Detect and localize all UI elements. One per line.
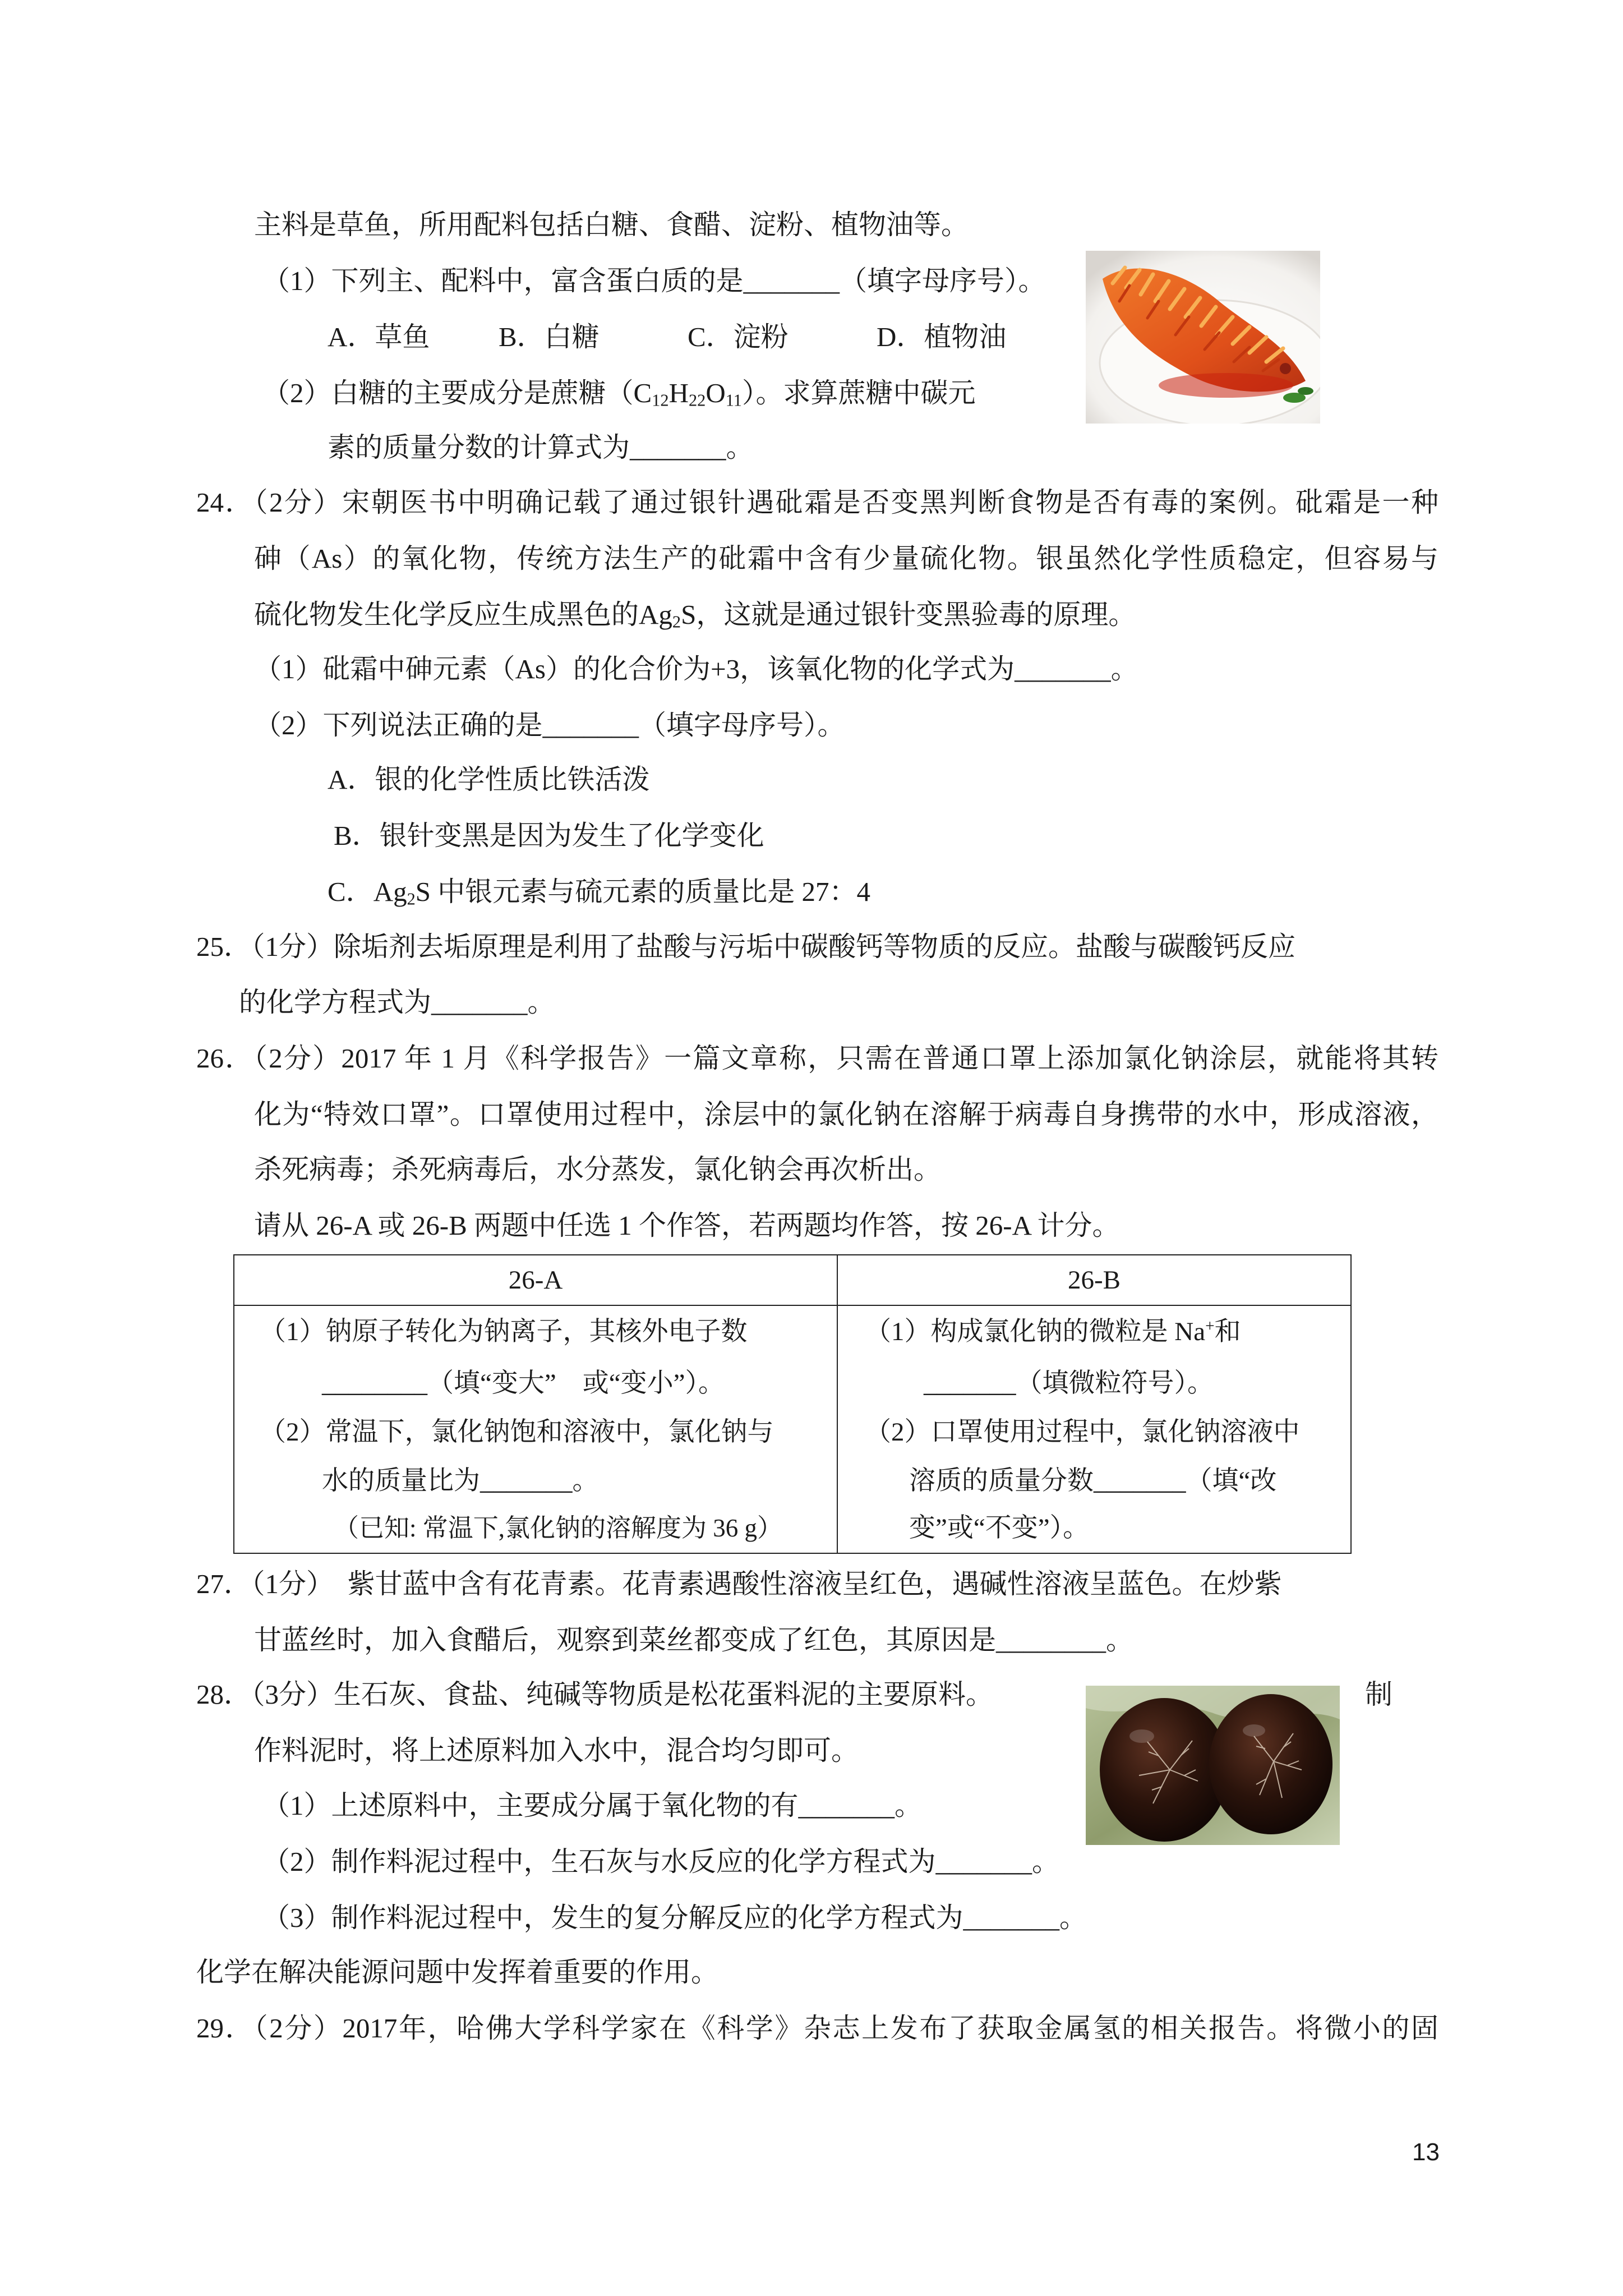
- q28-part3: （3）制作料泥过程中，发生的复分解反应的化学方程式为_______。: [262, 1902, 1087, 1933]
- q23-option-b: B．白糖: [499, 321, 600, 352]
- q23-part2-line1: [262, 376, 976, 410]
- q24-stem3-pre: 硫化物发生化学反应生成黑色的: [254, 599, 639, 630]
- formula-subscript: 22: [688, 390, 706, 410]
- q26-stem-line3: 杀死病毒；杀死病毒后，水分蒸发，氯化钠会再次析出。: [254, 1154, 942, 1185]
- q24-option-c-text: 中银元素与硫元素的质量比是 27：4: [431, 876, 871, 907]
- q23-option-a: A．草鱼: [328, 321, 430, 352]
- section-note: 化学在解决能源问题中发挥着重要的作用。: [196, 1957, 719, 1987]
- q26a-line3: （2）常温下，氯化钠饱和溶液中，氯化钠与: [260, 1418, 774, 1447]
- q24-stem-line3: [254, 598, 1136, 632]
- formula-element: C: [633, 378, 652, 408]
- q28-line2: 作料泥时，将上述原料加入水中，混合均匀即可。: [254, 1735, 859, 1766]
- q24-stem3-post: ，这就是通过银针变黑验毒的原理。: [696, 599, 1136, 630]
- q23-part2-post: ）。求算蔗糖中碳元: [741, 378, 976, 408]
- q28-part2: （2）制作料泥过程中，生石灰与水反应的化学方程式为_______。: [262, 1846, 1060, 1877]
- q26a-line4: 水的质量比为_______。: [322, 1466, 599, 1496]
- q26-choice-table: [233, 1254, 1352, 1554]
- formula-subscript: 2: [407, 889, 416, 909]
- formula-subscript: 11: [725, 390, 742, 410]
- squirrel-fish-dish-photo: [1086, 251, 1320, 424]
- formula-subscript: 2: [672, 612, 681, 632]
- q26-stem-line1: 26．（2分）2017 年 1 月《科学报告》一篇文章称，只需在普通口罩上添加氯化钠涂层，就能将其转: [196, 1043, 1438, 1074]
- q26b-line5: 变”或“不变”）。: [909, 1513, 1090, 1543]
- formula-element: Ag: [639, 599, 672, 630]
- q28-part1: （1）上述原料中，主要成分属于氧化物的有_______。: [262, 1790, 923, 1821]
- q23-part2-line2: 素的质量分数的计算式为_______。: [328, 432, 754, 463]
- table-column-divider: [837, 1255, 838, 1553]
- formula-element: S: [415, 876, 431, 907]
- formula-element: O: [706, 378, 726, 408]
- q24-stem-line1: 24．（2分）宋朝医书中明确记载了通过银针遇砒霜是否变黑判断食物是否有毒的案例。砒霜是一种: [196, 487, 1438, 518]
- q24-option-c: [328, 875, 870, 909]
- q26a-line2: ________（填“变大” 或“变小”）。: [322, 1369, 725, 1398]
- q26-instruction: 请从 26-A 或 26-B 两题中任选 1 个作答，若两题均作答，按 26-A 计分。: [254, 1210, 1120, 1241]
- q26b-line1-pre: （1）构成氯化钠的微粒是 Na: [865, 1317, 1206, 1346]
- q24-option-c-label: C．: [328, 876, 374, 907]
- q27-line2: 甘蓝丝时，加入食醋后，观察到菜丝都变成了红色，其原因是________。: [254, 1625, 1134, 1655]
- formula-element: Ag: [373, 876, 407, 907]
- formula-element: S: [681, 599, 697, 630]
- table-header-26b: 26-B: [1068, 1266, 1121, 1295]
- formula-element: H: [668, 378, 689, 408]
- q26a-line1: （1）钠原子转化为钠离子，其核外电子数: [260, 1317, 748, 1346]
- q23-intro: 主料是草鱼，所用配料包括白糖、食醋、淀粉、植物油等。: [254, 209, 969, 240]
- q24-option-b: B．银针变黑是因为发生了化学变化: [334, 820, 764, 851]
- q28-line1: 28．（3分）生石灰、食盐、纯碱等物质是松花蛋料泥的主要原料。: [196, 1679, 994, 1710]
- page-number: 13: [1412, 2138, 1440, 2166]
- q26b-line1-post: 和: [1214, 1317, 1241, 1346]
- q26-stem-line2: 化为“特效口罩”。口罩使用过程中，涂层中的氯化钠在溶解于病毒自身携带的水中，形成溶液，: [254, 1099, 1438, 1130]
- q26a-line5: （已知: 常温下,氯化钠的溶解度为 36 g）: [334, 1514, 783, 1542]
- q26b-line2: _______（填微粒符号）。: [924, 1369, 1214, 1398]
- q24-option-a: A．银的化学性质比铁活泼: [328, 764, 650, 795]
- q26b-line3: （2）口罩使用过程中，氯化钠溶液中: [865, 1418, 1300, 1447]
- q23-option-c: C．淀粉: [688, 321, 789, 352]
- q28-line1-end: 制: [1365, 1679, 1393, 1710]
- q29-line1: 29．（2分）2017年，哈佛大学科学家在《科学》杂志上发布了获取金属氢的相关报告。将微小的固: [196, 2013, 1438, 2044]
- q26b-line4: 溶质的质量分数_______（填“改: [909, 1466, 1277, 1496]
- preserved-egg-photo: [1086, 1686, 1340, 1845]
- table-header-divider: [234, 1305, 1350, 1306]
- egg-right: [1209, 1694, 1332, 1834]
- ion-charge: +: [1205, 1317, 1215, 1335]
- q27-line1: 27．（1分） 紫甘蓝中含有花青素。花青素遇酸性溶液呈红色，遇碱性溶液呈蓝色。在炒紫: [196, 1568, 1282, 1599]
- formula-subscript: 12: [652, 390, 669, 410]
- q26b-line1: [865, 1315, 1241, 1349]
- q24-part1: （1）砒霜中砷元素（As）的化合价为+3，该氧化物的化学式为_______。: [254, 654, 1138, 684]
- q23-part2-pre: （2）白糖的主要成分是蔗糖（: [262, 378, 634, 408]
- q23-part1: （1）下列主、配料中，富含蛋白质的是_______（填字母序号）。: [262, 265, 1046, 296]
- q24-part2: （2）下列说法正确的是_______（填字母序号）。: [254, 710, 845, 740]
- q25-line2: 的化学方程式为_______。: [239, 987, 555, 1018]
- q24-stem-line2: 砷（As）的氧化物，传统方法生产的砒霜中含有少量硫化物。银虽然化学性质稳定，但容易与: [254, 543, 1438, 574]
- table-header-26a: 26-A: [508, 1266, 563, 1295]
- q25-line1: 25．（1分）除垢剂去垢原理是利用了盐酸与污垢中碳酸钙等物质的反应。盐酸与碳酸钙反应: [196, 931, 1296, 962]
- q23-option-d: D．植物油: [877, 321, 1007, 352]
